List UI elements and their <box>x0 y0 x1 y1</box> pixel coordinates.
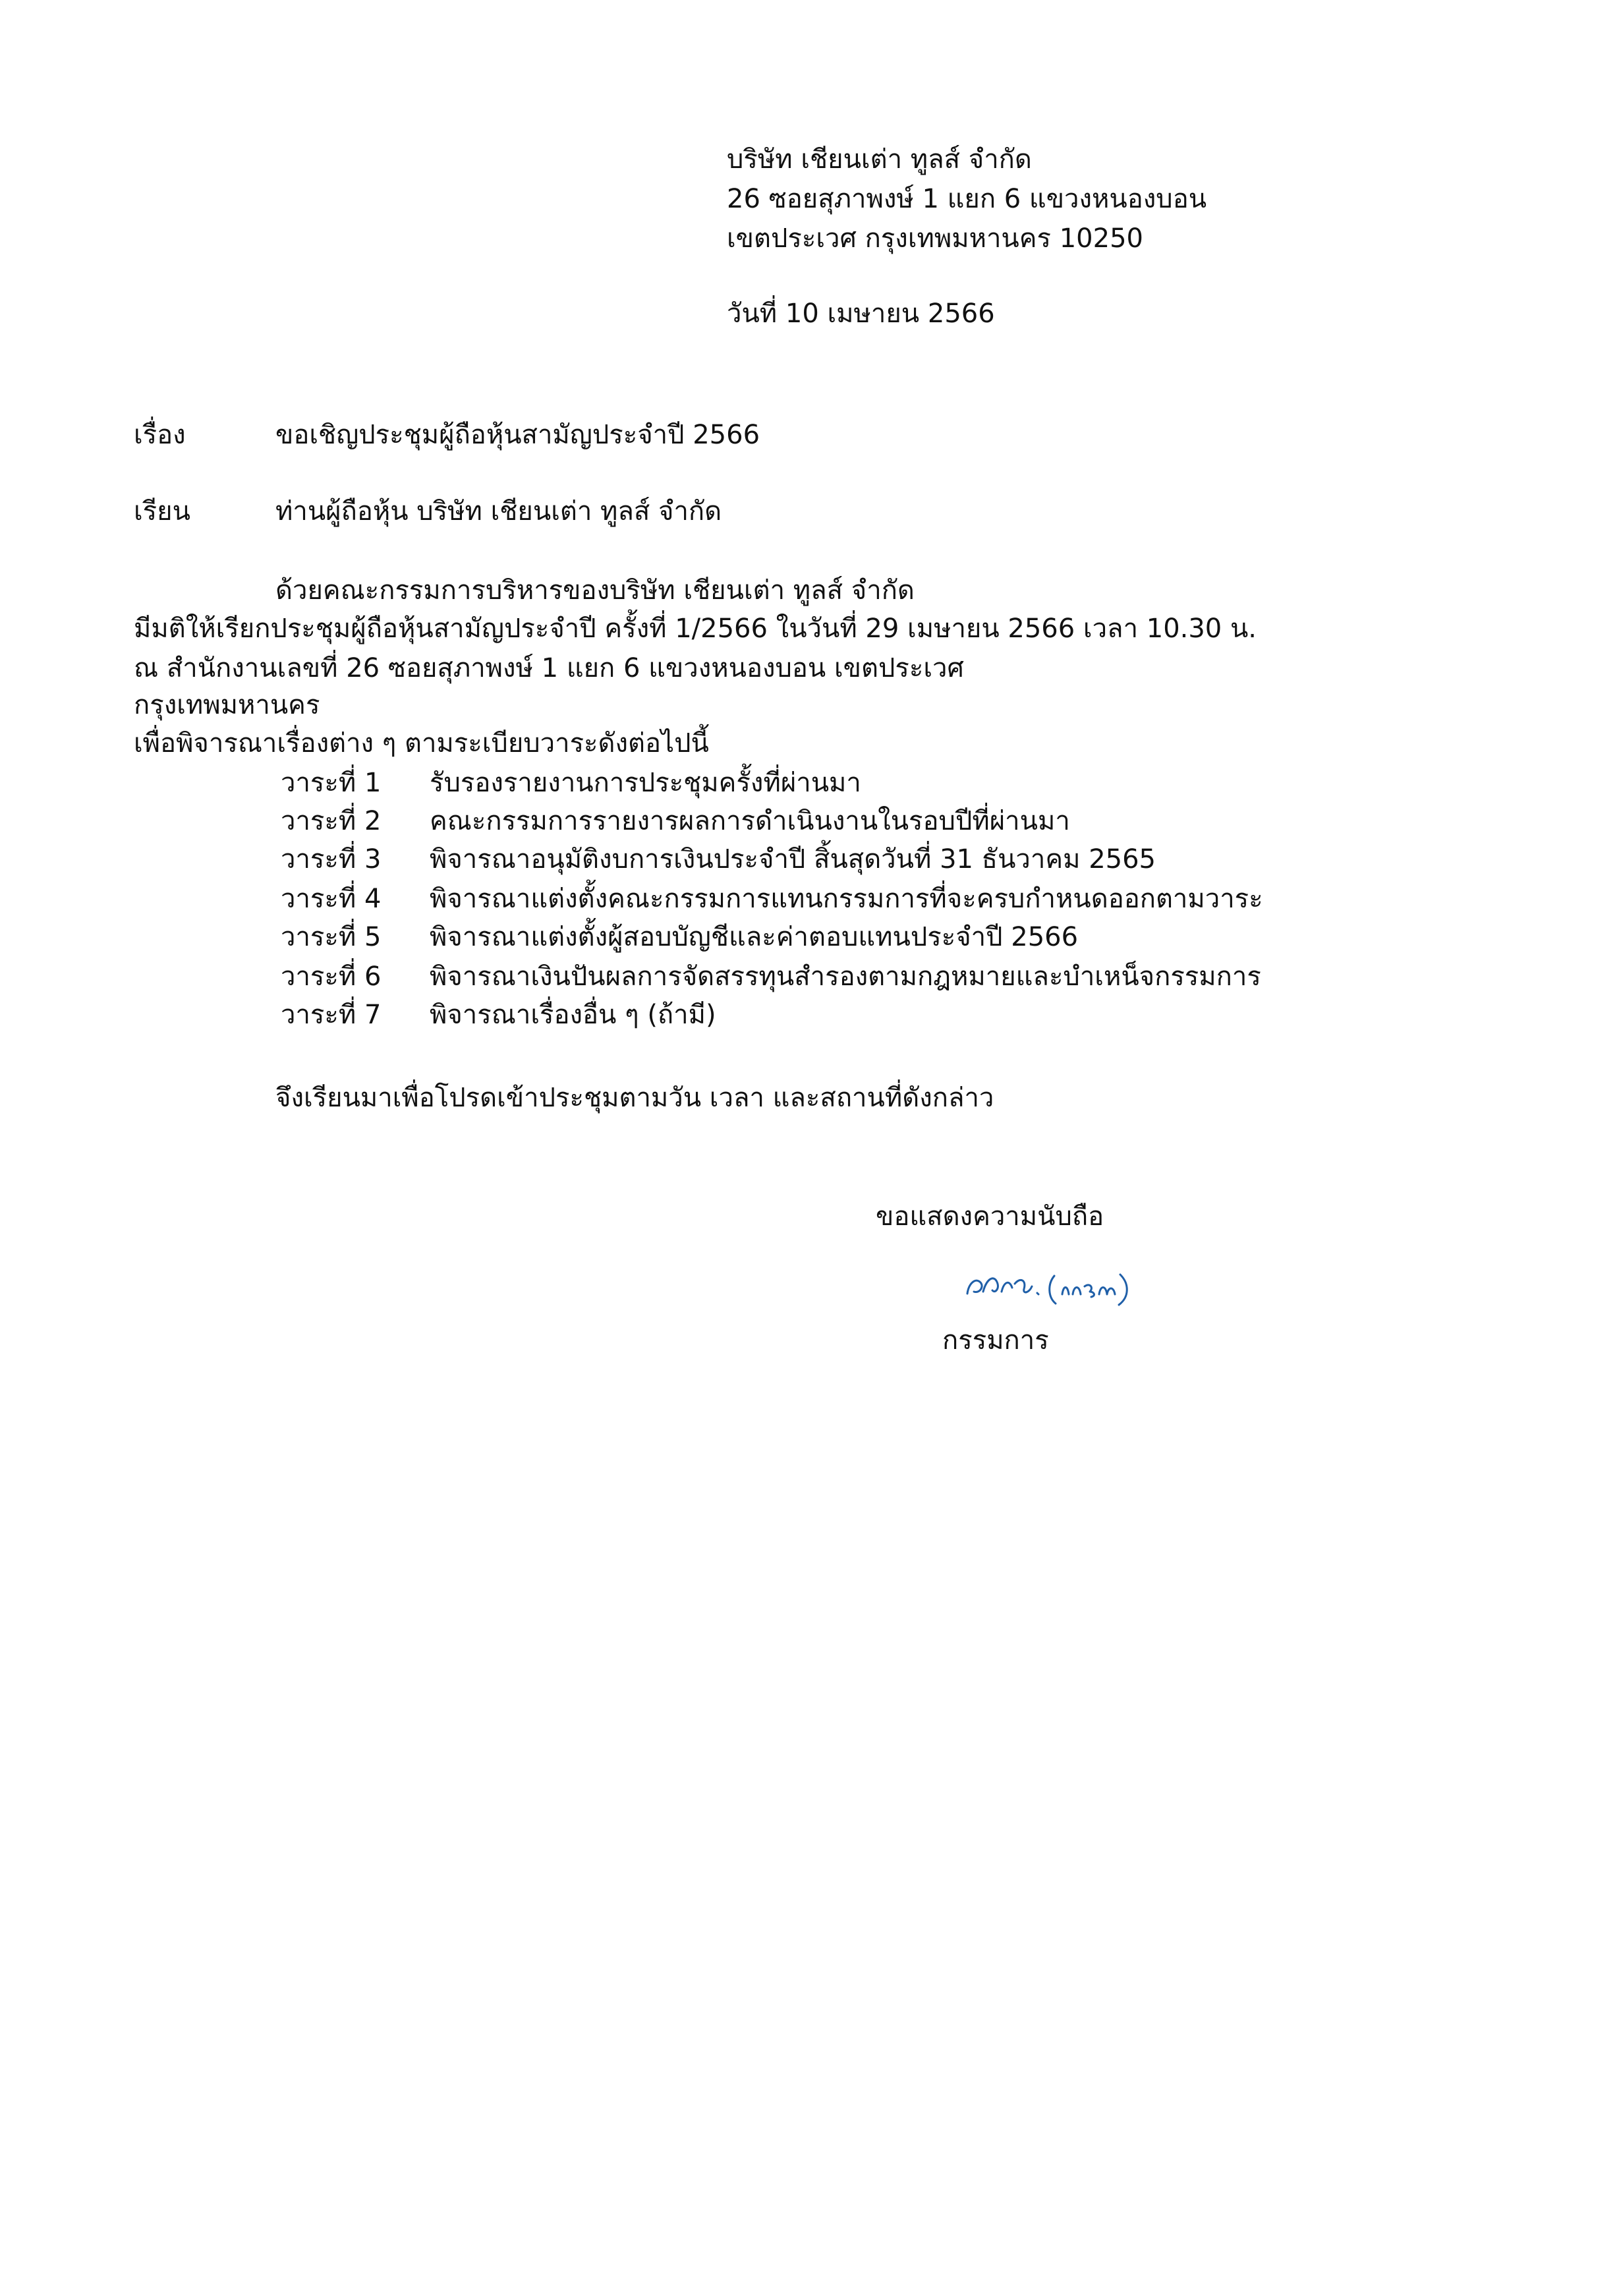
agenda-text: พิจารณาแต่งตั้งคณะกรรมการแทนกรรมการที่จะครบกำหนดออกตามวาระ <box>430 884 1263 914</box>
conclusion-text: จึงเรียนมาเพื่อโปรดเข้าประชุมตามวัน เวลา และสถานที่ดังกล่าว <box>275 1083 994 1113</box>
sender-address-line2: เขตประเวศ กรุงเทพมหานคร 10250 <box>727 223 1143 254</box>
to-label: เรียน <box>134 496 190 527</box>
letter-date: วันที่ 10 เมษายน 2566 <box>727 299 995 329</box>
agenda-text: พิจารณาเงินปันผลการจัดสรรทุนสำรองตามกฎหมายและบำเหน็จกรรมการ <box>430 961 1261 992</box>
to-text: ท่านผู้ถือหุ้น บริษัท เชียนเต่า ทูลส์ จำกัด <box>275 496 722 527</box>
body-line-2: มีมติให้เรียกประชุมผู้ถือหุ้นสามัญประจำปี ครั้งที่ 1/2566 ในวันที่ 29 เมษายน 2566 เวลา 10.30 น. <box>134 614 1257 644</box>
closing-text: ขอแสดงความนับถือ <box>876 1201 1104 1232</box>
agenda-number: วาระที่ 5 <box>281 922 382 952</box>
agenda-number: วาระที่ 6 <box>281 961 382 992</box>
agenda-text: พิจารณาแต่งตั้งผู้สอบบัญชีและค่าตอบแทนประจำปี 2566 <box>430 922 1079 952</box>
body-line-1: ด้วยคณะกรรมการบริหารของบริษัท เชียนเต่า ทูลส์ จำกัด <box>275 575 915 606</box>
agenda-text: รับรองรายงานการประชุมครั้งที่ผ่านมา <box>430 768 861 798</box>
body-line-3: ณ สำนักงานเลขที่ 26 ซอยสุภาพงษ์ 1 แยก 6 แขวงหนองบอน เขตประเวศ <box>134 653 964 683</box>
agenda-number: วาระที่ 3 <box>281 844 382 875</box>
handwritten-signature <box>961 1257 1139 1310</box>
agenda-text: พิจารณาเรื่องอื่น ๆ (ถ้ามี) <box>430 1000 716 1030</box>
signer-title: กรรมการ <box>942 1325 1049 1356</box>
subject-label: เรื่อง <box>134 420 186 450</box>
agenda-text: พิจารณาอนุมัติงบการเงินประจำปี สิ้นสุดวันที่ 31 ธันวาคม 2565 <box>430 844 1156 875</box>
subject-text: ขอเชิญประชุมผู้ถือหุ้นสามัญประจำปี 2566 <box>275 420 760 450</box>
body-line-4: กรุงเทพมหานคร <box>134 690 320 720</box>
sender-company: บริษัท เชียนเต่า ทูลส์ จำกัด <box>727 144 1032 175</box>
body-line-5: เพื่อพิจารณาเรื่องต่าง ๆ ตามระเบียบวาระดังต่อไปนี้ <box>134 728 709 759</box>
agenda-number: วาระที่ 4 <box>281 884 382 914</box>
agenda-number: วาระที่ 2 <box>281 806 382 836</box>
sender-address-line1: 26 ซอยสุภาพงษ์ 1 แยก 6 แขวงหนองบอน <box>727 184 1207 214</box>
agenda-number: วาระที่ 7 <box>281 1000 382 1030</box>
agenda-number: วาระที่ 1 <box>281 768 382 798</box>
agenda-text: คณะกรรมการรายงารผลการดำเนินงานในรอบปีที่ผ่านมา <box>430 806 1070 836</box>
